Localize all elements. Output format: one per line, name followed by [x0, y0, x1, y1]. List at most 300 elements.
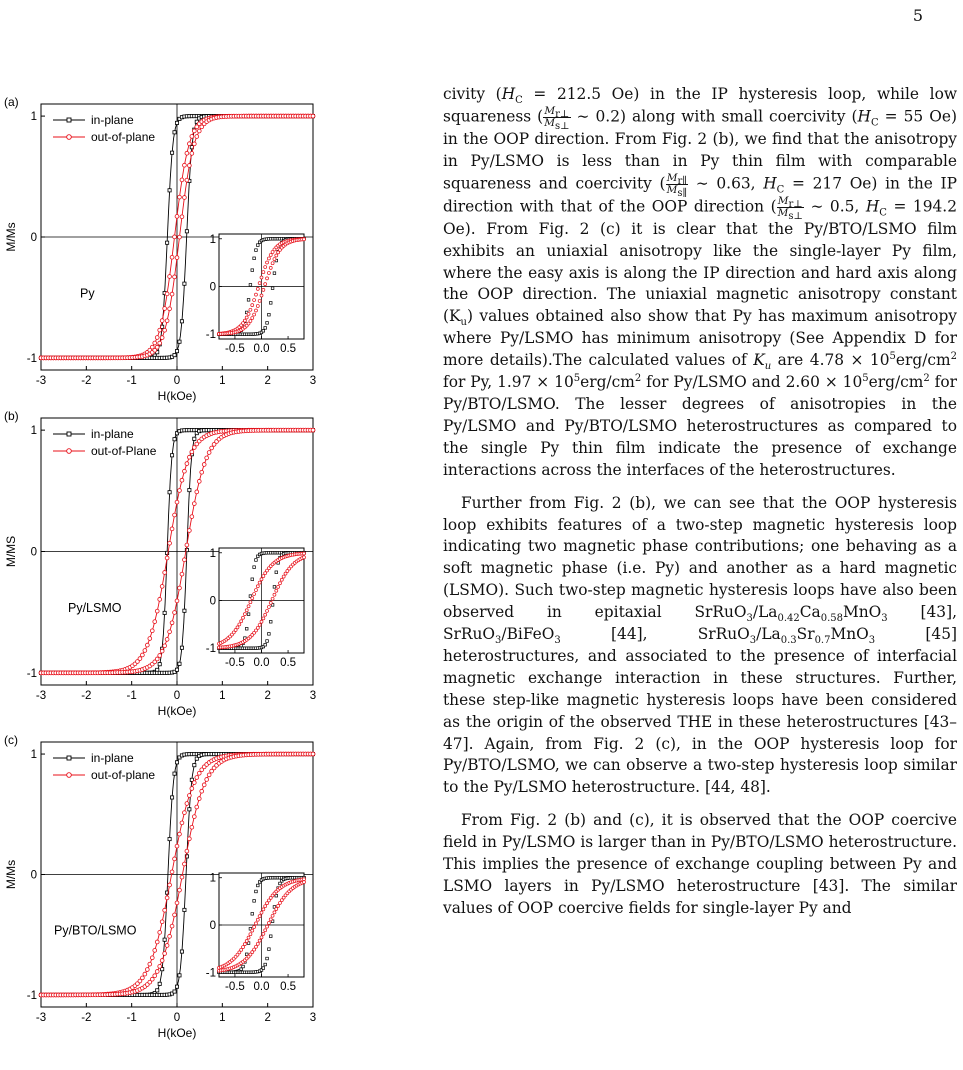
inset-data-point — [243, 613, 246, 616]
data-point — [197, 479, 201, 483]
data-point — [187, 142, 191, 146]
data-point — [183, 558, 187, 562]
data-point — [170, 454, 173, 457]
data-point — [163, 328, 167, 332]
inset-data-point — [268, 948, 271, 951]
inset-data-point — [280, 578, 283, 581]
inset-x-tick-label: 0.5 — [280, 981, 297, 993]
data-point — [138, 657, 142, 661]
inset-data-point — [269, 253, 272, 256]
paragraph-1: civity ($H_C = 212.5$ Oe) in the IP hysteresis loop, while low squareness ( $\frac{M_{r\perp}}{M_{s\perp}}$ ∼ 0.2) along with small coercivity ($H_C = 55$ Oe) in the OOP direction. From Fig. 2 (b), we find that the anisotropy in Py/LSMO is less than in Py thin film with comparable squareness and coercivity ( $\frac{M_{r\parallel}}{M_{s\parallel}}$ ∼ 0.63, $H_C = 217$ Oe) in the IP direction with that of the OOP direction ( $\frac{M_{r\perp}}{M_{s\perp}}$ ∼ 0.5, $H_C = 194.2$ Oe). From Fig. 2 (c) it is clear that the Py/BTO/LSMO film exhibits an uniaxial anisotropy like the single-layer Py film, where the easy axis is along the IP direction and hard axis along the OOP direction. The uniaxial magnetic anisotropy constant $(K_u)$ values obtained also show that Py has maximum anisotropy where Py/LSMO has minimum anisotropy (See Appendix D for more details).The calculated values of $K_u$ are $4.78 \times 10^5erg/cm^2$ for Py, $1.97 \times 10^5erg/cm^2$ for Py/LSMO and $2.60 \times 10^5erg/cm^2$ for Py/BTO/LSMO. The lesser degrees of anisotropies in the Py/LSMO and Py/BTO/LSMO heterostructures as compared to the single Py thin film indicate the presence of exchange interactions across the interfaces of the heterostructures. — [443, 85, 958, 479]
data-point — [150, 977, 154, 981]
x-tick-label: -3 — [35, 1012, 47, 1024]
inset-data-point — [247, 312, 250, 315]
data-point — [173, 438, 176, 441]
data-point — [168, 934, 172, 938]
inset-data-point — [255, 559, 258, 562]
inset-data-point — [278, 582, 281, 585]
data-point — [183, 908, 186, 911]
data-point — [192, 446, 196, 450]
data-point — [170, 292, 174, 296]
data-point — [197, 771, 201, 775]
inset-data-point — [256, 304, 259, 307]
data-point — [190, 825, 194, 829]
data-point — [170, 796, 173, 799]
data-point — [202, 463, 206, 467]
inset-data-point — [249, 320, 252, 323]
data-point — [173, 354, 176, 357]
data-point — [200, 789, 204, 793]
inset-data-point — [262, 967, 265, 970]
inset-data-point — [257, 244, 260, 247]
inset-data-point — [268, 313, 271, 316]
data-point — [145, 968, 149, 972]
y-tick-label: -1 — [26, 989, 37, 1002]
data-point — [173, 772, 176, 775]
legend — [53, 427, 157, 458]
data-point — [150, 956, 154, 960]
data-point — [183, 196, 187, 200]
inset-data-point — [260, 294, 263, 297]
inset-data-point — [262, 288, 265, 291]
data-point — [311, 114, 315, 118]
inset-data-point — [282, 575, 285, 578]
data-point — [190, 787, 194, 791]
data-point — [175, 215, 179, 219]
paragraph-3: From Fig. 2 (b) and (c), it is observed that the OOP coercive field in Py/LSMO is larger than in Py/BTO/LSMO heterostructure. This implies the presence of exchange coupling between Py and LSMO layers in Py/LSMO heterostructure [43]. The similar values of OOP coercive fields for single-layer Py and — [443, 811, 957, 917]
inset-data-point — [262, 330, 265, 333]
inset-data-point — [271, 597, 274, 600]
inset-data-point — [238, 623, 241, 626]
data-point — [202, 783, 206, 787]
data-point — [200, 470, 204, 474]
legend-label: out-of-Plane — [91, 444, 157, 458]
inset-data-point — [279, 882, 282, 885]
inset-x-tick-label: 0.5 — [280, 657, 297, 669]
inset-data-point — [256, 287, 259, 290]
data-point — [197, 797, 201, 801]
inset-data-point — [245, 316, 248, 319]
y-tick-label: 1 — [30, 749, 37, 762]
data-point — [173, 611, 177, 615]
data-point — [180, 572, 184, 576]
data-point — [160, 336, 164, 340]
data-point — [183, 609, 186, 612]
data-point — [190, 450, 194, 454]
inset-data-point — [275, 908, 278, 911]
data-point — [155, 345, 159, 349]
inset-data-point — [262, 908, 265, 911]
inset-data-point — [240, 620, 243, 623]
inset-x-tick-label: 0.5 — [280, 343, 297, 355]
data-point — [195, 776, 199, 780]
legend-label: in-plane — [91, 751, 134, 765]
inset-data-point — [273, 258, 276, 261]
data-point — [163, 952, 167, 956]
inset-data-point — [269, 620, 272, 623]
data-point — [150, 629, 154, 633]
inset-data-point — [278, 901, 281, 904]
x-axis-label: H(kOe) — [157, 1026, 197, 1040]
inset-data-point — [243, 943, 246, 946]
data-point — [168, 491, 171, 494]
inset-data-point — [277, 585, 280, 588]
inset-data-point — [258, 623, 261, 626]
chart-panel-1 — [4, 95, 316, 403]
data-point — [311, 752, 315, 756]
data-point — [143, 972, 147, 976]
inset-data-point — [253, 257, 256, 260]
inset-data-point — [266, 322, 269, 325]
inset-data-point — [264, 327, 267, 330]
inset-data-point — [264, 283, 267, 286]
data-point — [192, 815, 196, 819]
inset-data-point — [256, 626, 259, 629]
inset-data-point — [245, 609, 248, 612]
x-tick-label: 3 — [309, 375, 317, 387]
legend-marker — [67, 756, 71, 760]
inset-data-point — [245, 627, 248, 630]
data-point — [158, 597, 162, 601]
inset-data-point — [267, 257, 270, 260]
data-point — [165, 637, 169, 641]
inset-data-point — [269, 918, 272, 921]
legend-label: in-plane — [91, 427, 134, 441]
data-point — [175, 985, 178, 988]
inset-data-point — [266, 902, 269, 905]
data-point — [183, 282, 186, 285]
fraction: $\frac{M_{r\perp}}{M_{s\perp}}$ — [544, 104, 570, 132]
data-point — [192, 781, 196, 785]
inset-data-point — [275, 254, 278, 257]
inset-data-point — [251, 929, 254, 932]
data-point — [168, 883, 172, 887]
inset-data-point — [260, 276, 263, 279]
legend — [53, 751, 155, 782]
inset-y-tick-label: 1 — [209, 233, 216, 246]
data-point — [188, 808, 191, 811]
data-point — [175, 350, 178, 353]
data-point — [156, 989, 159, 992]
inset-data-point — [260, 911, 263, 914]
data-point — [195, 805, 199, 809]
data-point — [178, 662, 181, 665]
data-point — [195, 490, 199, 494]
data-point — [311, 428, 315, 432]
x-tick-label: 1 — [219, 375, 226, 387]
inset-data-point — [275, 571, 278, 574]
x-tick-label: -2 — [81, 375, 92, 387]
inset-data-point — [256, 585, 259, 588]
inset-data-point — [266, 957, 269, 960]
legend-marker — [67, 432, 71, 436]
data-point — [173, 990, 176, 993]
inset-data-point — [269, 266, 272, 269]
inset-data-point — [273, 586, 276, 589]
data-point — [153, 974, 157, 978]
inset-data-point — [253, 593, 256, 596]
data-point — [165, 944, 169, 948]
data-point — [148, 962, 152, 966]
x-tick-label: -1 — [126, 690, 137, 702]
data-point — [170, 255, 174, 259]
inset-data-point — [273, 272, 276, 275]
inset-data-point — [254, 293, 257, 296]
data-point — [185, 543, 189, 547]
inset-data-point — [266, 609, 269, 612]
inset-data-point — [273, 593, 276, 596]
data-point — [168, 275, 172, 279]
inset-x-tick-label: -0.5 — [225, 657, 245, 669]
data-point — [180, 215, 184, 219]
data-point — [160, 584, 164, 588]
data-point — [175, 256, 179, 260]
data-point — [163, 938, 166, 941]
data-point — [173, 131, 176, 134]
panel-label: (b) — [4, 409, 19, 423]
inset-data-point — [264, 963, 267, 966]
data-point — [140, 976, 144, 980]
legend-marker — [67, 449, 72, 454]
inset-data-point — [251, 912, 254, 915]
inset-data-point — [253, 566, 256, 569]
page-number: 5 — [912, 6, 923, 25]
data-point — [170, 870, 174, 874]
data-point — [187, 837, 191, 841]
inset-data-point — [269, 302, 272, 305]
data-point — [205, 456, 209, 460]
data-point — [173, 913, 177, 917]
data-point — [140, 653, 144, 657]
inset-data-point — [247, 613, 250, 616]
inset-data-point — [266, 261, 269, 264]
y-axis-label: M/MS — [4, 535, 18, 568]
inset-data-point — [258, 915, 261, 918]
x-tick-label: -2 — [81, 1012, 92, 1024]
inset-plot — [206, 234, 306, 355]
data-point — [180, 320, 183, 323]
inset-data-point — [240, 948, 243, 951]
inset-data-point — [256, 942, 259, 945]
inset-data-point — [256, 918, 259, 921]
inset-data-point — [277, 904, 280, 907]
data-point — [185, 151, 189, 155]
inset-data-point — [268, 633, 271, 636]
inset-data-point — [262, 271, 265, 274]
data-point — [180, 875, 184, 879]
inset-data-point — [264, 643, 267, 646]
inset-data-point — [254, 309, 257, 312]
data-point — [178, 195, 182, 199]
data-point — [185, 849, 189, 853]
y-tick-label: 1 — [30, 425, 37, 438]
inset-data-point — [254, 589, 257, 592]
chart-panel-3 — [4, 733, 316, 1040]
inset-data-point — [275, 589, 278, 592]
data-point — [168, 837, 171, 840]
inset-data-point — [251, 317, 254, 320]
inset-data-point — [260, 936, 263, 939]
data-point — [158, 654, 162, 658]
inset-data-point — [251, 578, 254, 581]
data-point — [173, 857, 177, 861]
panel-label: (c) — [4, 733, 18, 747]
inset-data-point — [254, 922, 257, 925]
data-point — [185, 178, 189, 182]
inset-data-point — [258, 581, 261, 584]
inset-data-point — [303, 881, 306, 884]
data-point — [178, 489, 182, 493]
sample-label: Py — [80, 286, 95, 301]
x-tick-label: -3 — [35, 690, 47, 702]
inset-data-point — [249, 284, 252, 287]
legend-label: out-of-plane — [91, 130, 156, 144]
inset-data-point — [260, 578, 263, 581]
data-point — [143, 649, 147, 653]
inset-y-tick-label: 0 — [209, 920, 216, 932]
data-point — [168, 630, 172, 634]
x-tick-label: 0 — [173, 1012, 181, 1024]
x-tick-label: 3 — [309, 690, 317, 702]
inset-data-point — [264, 613, 267, 616]
x-tick-label: 2 — [264, 375, 271, 387]
sample-label: Py/LSMO — [68, 601, 122, 616]
data-point — [187, 455, 191, 459]
legend-label: in-plane — [91, 113, 134, 127]
y-tick-label: 0 — [30, 546, 37, 559]
x-tick-label: 2 — [264, 690, 271, 702]
data-point — [190, 151, 194, 155]
sample-label: Py/BTO/LSMO — [54, 923, 137, 938]
inset-y-tick-label: -1 — [205, 329, 216, 342]
data-point — [168, 541, 172, 545]
inset-data-point — [266, 925, 269, 928]
inset-y-tick-label: 0 — [209, 281, 216, 294]
inset-data-point — [271, 287, 274, 290]
inset-data-point — [236, 626, 239, 629]
inset-y-tick-label: -1 — [205, 643, 216, 656]
inset-data-point — [255, 249, 258, 252]
inset-data-point — [242, 965, 245, 968]
data-point — [187, 164, 191, 168]
data-point — [207, 773, 211, 777]
data-point — [178, 832, 182, 836]
inset-data-point — [264, 905, 267, 908]
inset-data-point — [247, 936, 250, 939]
x-tick-label: 2 — [264, 1012, 271, 1024]
data-point — [165, 556, 169, 560]
data-point — [155, 970, 159, 974]
data-point — [185, 802, 189, 806]
data-point — [183, 811, 187, 815]
y-tick-label: -1 — [26, 667, 37, 680]
inset-data-point — [269, 935, 272, 938]
data-point — [158, 341, 162, 345]
data-point — [160, 920, 164, 924]
legend-marker — [67, 773, 72, 778]
data-point — [170, 924, 174, 928]
data-point — [173, 235, 177, 239]
inset-data-point — [264, 266, 267, 269]
inset-plot — [206, 548, 306, 669]
x-tick-label: 0 — [173, 375, 181, 387]
fraction: $\frac{M_{r\parallel}}{M_{s\parallel}}$ — [666, 171, 688, 199]
data-point — [175, 761, 178, 764]
data-point — [178, 888, 182, 892]
inset-data-point — [251, 304, 254, 307]
paragraph-2: Further from Fig. 2 (b), we can see that the OOP hysteresis loop exhibits features of a two-step magnetic hysteresis loop indicating two magnetic phase contributions; one behaving as a soft magnetic phase (i.e. Py) and another as a hard magnetic (LSMO). Such two-step magnetic hysteresis loops have also been observed in epitaxial $SrRuO_3/La_{0.42}Ca_{0.58}MnO_3$ [43], SrRuO$_3$/BiFeO$_3$ [44], $SrRuO_3/La_{0.3}Sr_{0.7}MnO_3$ [45] heterostructures, and associated to the presence of interfacial magnetic exchange interaction in these structures. Further, these step-like magnetic hysteresis loops have been considered as the origin of the observed THE in these heterostructures [43–47]. Again, from Fig. 2 (c), in the OOP hysteresis loop for Py/BTO/LSMO, we can observe a two-step hysteresis loop similar to the Py/LSMO heterostructure. [44, 48]. — [443, 493, 957, 797]
inset-x-tick-label: -0.5 — [225, 981, 245, 993]
data-point — [178, 974, 181, 977]
data-point — [190, 515, 194, 519]
x-tick-label: 3 — [309, 1012, 317, 1024]
hysteresis-figure — [0, 0, 440, 1070]
inset-y-tick-label: 1 — [209, 547, 216, 560]
x-axis-label: H(kOe) — [157, 389, 197, 403]
inset-data-point — [267, 921, 270, 924]
data-point — [155, 336, 159, 340]
inset-data-point — [269, 601, 272, 604]
inset-data-point — [267, 271, 270, 274]
data-point — [173, 513, 177, 517]
y-tick-label: 0 — [30, 232, 37, 244]
inset-data-point — [262, 617, 265, 620]
data-point — [183, 469, 187, 473]
data-point — [185, 230, 188, 233]
data-point — [180, 478, 184, 482]
data-point — [183, 862, 187, 866]
data-point — [163, 571, 167, 575]
data-point — [165, 292, 169, 296]
legend-marker — [67, 118, 71, 122]
data-point — [180, 821, 184, 825]
data-point — [188, 488, 191, 491]
inset-data-point — [271, 262, 274, 265]
data-point — [158, 982, 161, 985]
inset-data-point — [273, 911, 276, 914]
y-tick-label: 0 — [30, 869, 37, 882]
inset-data-point — [303, 238, 306, 241]
panel-label: (a) — [4, 95, 19, 109]
x-tick-label: -3 — [35, 375, 47, 387]
inset-plot — [206, 873, 306, 993]
data-point — [187, 529, 191, 533]
y-axis-label: M/Ms — [4, 859, 18, 890]
data-point — [155, 609, 159, 613]
data-point — [175, 599, 179, 603]
fraction: $\frac{M_{r\perp}}{M_{s\perp}}$ — [777, 194, 803, 222]
x-tick-label: -2 — [81, 690, 92, 702]
data-point — [165, 319, 169, 323]
data-point — [193, 437, 196, 440]
data-point — [153, 341, 157, 345]
data-point — [192, 129, 196, 133]
body-text — [443, 84, 957, 931]
legend-marker — [67, 135, 72, 140]
data-point — [178, 586, 182, 590]
data-point — [163, 611, 166, 614]
data-point — [192, 142, 196, 146]
data-point — [180, 646, 183, 649]
data-point — [187, 794, 191, 798]
inset-data-point — [264, 929, 267, 932]
inset-data-point — [253, 900, 256, 903]
data-point — [185, 462, 189, 466]
inset-data-point — [303, 556, 306, 559]
data-point — [192, 502, 196, 506]
data-point — [205, 778, 209, 782]
inset-data-point — [267, 605, 270, 608]
